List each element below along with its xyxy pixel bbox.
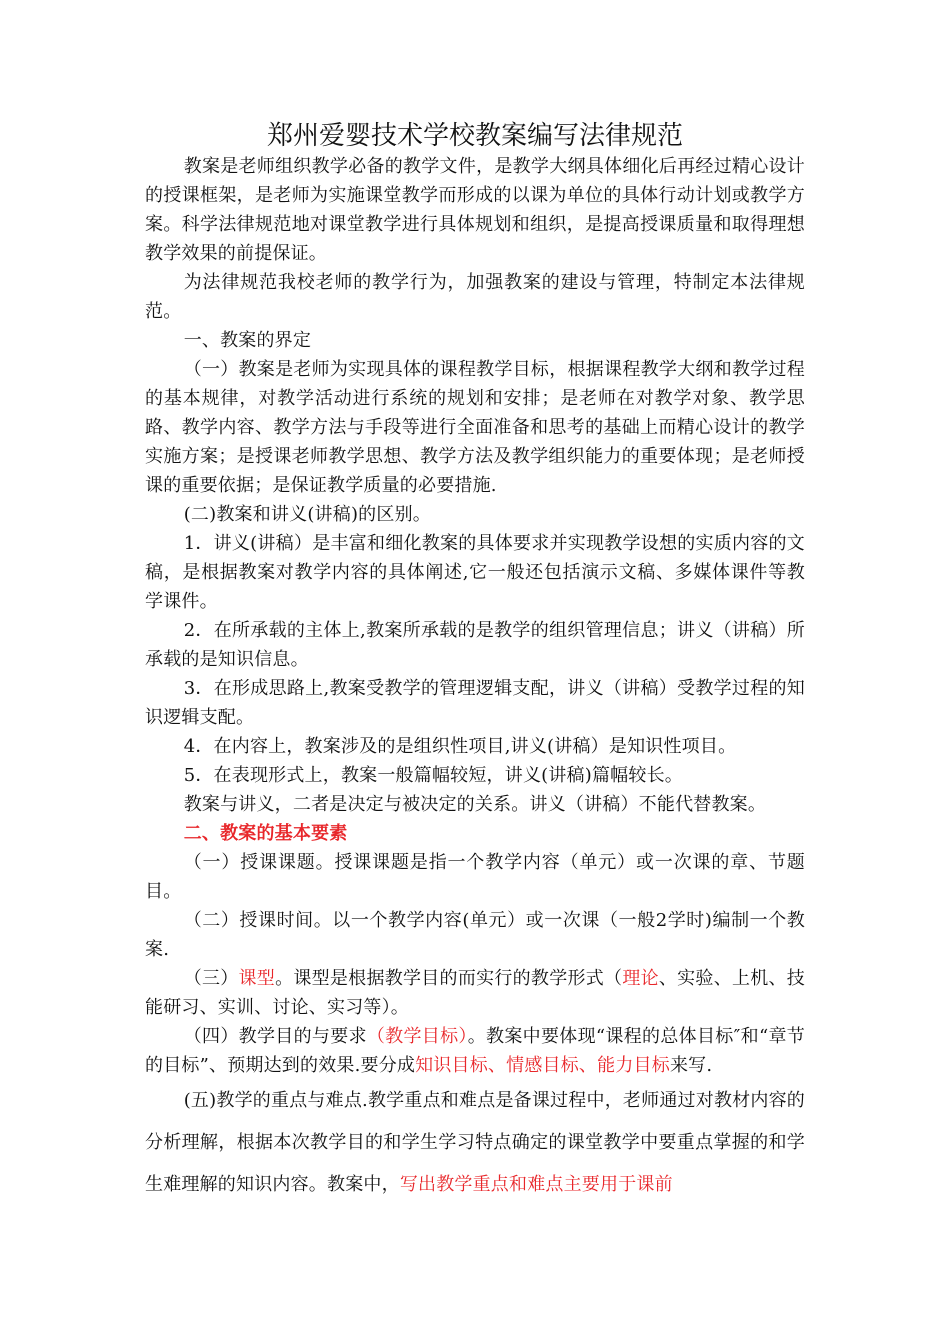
section-2-paragraph-4: （四）教学目的与要求（教学目标）。教案中要体现“课程的总体目标″和“章节的目标”、预期达到的效果.要分成知识目标、情感目标、能力目标来写. (145, 1026, 805, 1076)
document-title: 郑州爱婴技术学校教案编写法律规范 (266, 121, 683, 151)
list-item-2: 2．在所承载的主体上,教案所承载的是教学的组织管理信息；讲义（讲稿）所承载的是知识信息。 (145, 620, 805, 670)
intro-paragraph-2: 为法律规范我校老师的教学行为，加强教案的建设与管理，特制定本法律规范。 (145, 272, 805, 322)
section-2-paragraph-3: （三）课型。课型是根据教学目的而实行的教学形式（理论、实验、上机、技能研习、实训、讨论、实习等）。 (145, 968, 805, 1018)
section-1-heading: 一、教案的界定 (183, 330, 312, 351)
section-2-paragraph-1: （一）授课课题。授课课题是指一个教学内容（单元）或一次课的章、节题目。 (145, 852, 805, 902)
section-1-paragraph-1: （一）教案是老师为实现具体的课程教学目标，根据课程教学大纲和教学过程的基本规律，对教学活动进行系统的规划和安排；是老师在对教学对象、教学思路、教学内容、教学方法与手段等进行全面准备和思考的基础上而精心设计的教学实施方案；是授课老师教学思想、教学方法及教学组织能力的重要体现；是老师授课的重要依据；是保证教学质量的必要措施. (145, 359, 805, 496)
highlight-lesson-type: 课型 (238, 968, 276, 989)
section-2-paragraph-5: (五)教学的重点与难点.教学重点和难点是备课过程中，老师通过对教材内容的分析理解，根据本次教学目的和学生学习特点确定的课堂教学中要重点掌握的和学生难理解的知识内容。教案中，写出教学重点和难点主要用于课前 (145, 1090, 805, 1195)
section-1-paragraph-2: (二)教案和讲义(讲稿)的区别。 (183, 504, 431, 525)
document-body (145, 152, 805, 1206)
highlight-theory: 理论 (622, 968, 659, 989)
section-2-paragraph-2: （二）授课时间。以一个教学内容(单元）或一次课（一般2学时)编制一个教案. (145, 910, 805, 960)
intro-paragraph: 教案是老师组织教学必备的教学文件，是教学大纲具体细化后再经过精心设计的授课框架，是老师为实施课堂教学而形成的以课为单位的具体行动计划或教学方案。科学法律规范地对课堂教学进行具体规划和组织，是提高授课质量和取得理想教学效果的前提保证。 (145, 156, 805, 264)
highlight-teaching-goal: （教学目标） (366, 1026, 468, 1047)
list-item-3: 3．在形成思路上,教案受教学的管理逻辑支配，讲义（讲稿）受教学过程的知识逻辑支配。 (145, 678, 805, 728)
list-item-4: 4．在内容上，教案涉及的是组织性项目,讲义(讲稿）是知识性项目。 (183, 736, 737, 757)
highlight-goal-types: 知识目标、情感目标、能力目标 (415, 1055, 670, 1076)
list-item-5: 5．在表现形式上，教案一般篇幅较短，讲义(讲稿)篇幅较长。 (183, 765, 683, 786)
list-item-1: 1．讲义(讲稿）是丰富和细化教案的具体要求并实现教学设想的实质内容的文稿，是根据教案对教学内容的具体阐述,它一般还包括演示文稿、多媒体课件等教学课件。 (145, 533, 805, 612)
section-1-conclusion: 教案与讲义，二者是决定与被决定的关系。讲义（讲稿）不能代替教案。 (183, 794, 767, 815)
highlight-key-points: 写出教学重点和难点主要用于课前 (399, 1174, 673, 1195)
section-2-heading: 二、教案的基本要素 (183, 823, 348, 844)
